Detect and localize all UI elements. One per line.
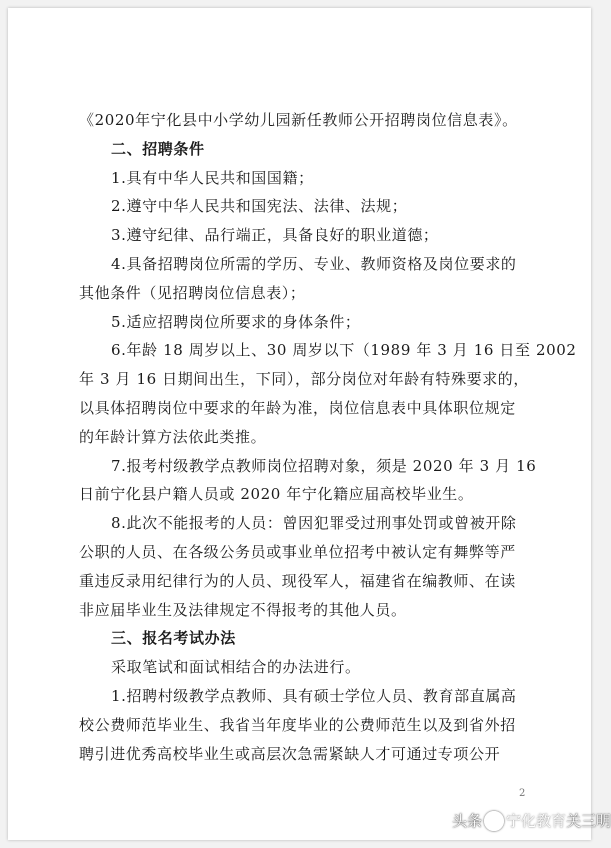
text-line: 1.具有中华人民共和国国籍；: [111, 168, 314, 187]
text-line: 年 3 月 16 日期间出生，下同），部分岗位对年龄有特殊要求的，: [79, 370, 530, 389]
text-line: 公职的人员、在各级公务员或事业单位招考中被认定有舞弊等严: [79, 542, 516, 561]
text-line: 其他条件（见招聘岗位信息表）；: [79, 283, 306, 302]
document-body: [79, 106, 577, 768]
watermark-author: 关三明: [566, 812, 611, 830]
text-line: 4.具备招聘岗位所需的学历、专业、教师资格及岗位要求的: [111, 254, 517, 273]
text-line: 5.适应招聘岗位所要求的身体条件；: [111, 312, 361, 331]
text-line: 聘引进优秀高校毕业生或高层次急需紧缺人才可通过专项公开: [79, 744, 501, 763]
text-line: 的年龄计算方法依此类推。: [79, 427, 267, 446]
document-page: [8, 8, 591, 840]
at-icon: [484, 811, 504, 831]
text-line: 重违反录用纪律行为的人员、现役军人，福建省在编教师、在读: [79, 571, 516, 590]
text-line: 非应届毕业生及法律规定不得报考的其他人员。: [79, 600, 407, 619]
page-number: 2: [519, 788, 526, 799]
text-line: 7.报考村级教学点教师岗位招聘对象，须是 2020 年 3 月 16: [111, 456, 537, 475]
watermark-handle: 宁化教育: [506, 812, 567, 830]
watermark: [452, 808, 611, 834]
watermark-prefix: 头条: [452, 812, 483, 830]
text-line: 2.遵守中华人民共和国宪法、法律、法规；: [111, 197, 408, 216]
text-line: 采取笔试和面试相结合的办法进行。: [111, 658, 361, 677]
text-line: 1.招聘村级教学点教师、具有硕士学位人员、教育部直属高: [111, 686, 517, 705]
text-line: 3.遵守纪律、品行端正，具备良好的职业道德；: [111, 226, 439, 245]
section-heading-registration: 三、报名考试办法: [111, 629, 236, 648]
section-heading-conditions: 二、招聘条件: [111, 139, 205, 158]
text-line: 以具体招聘岗位中要求的年龄为准，岗位信息表中具体职位规定: [79, 398, 516, 417]
text-line: 《2020年宁化县中小学幼儿园新任教师公开招聘岗位信息表》。: [79, 111, 518, 129]
text-line: 8.此次不能报考的人员：曾因犯罪受过刑事处罚或曾被开除: [111, 514, 517, 533]
text-line: 日前宁化县户籍人员或 2020 年宁化籍应届高校毕业生。: [79, 485, 474, 504]
text-line: 6.年龄 18 周岁以上、30 周岁以下（1989 年 3 月 16 日至 2002: [111, 341, 577, 360]
text-line: 校公费师范毕业生、我省当年度毕业的公费师范生以及到省外招: [79, 715, 516, 734]
